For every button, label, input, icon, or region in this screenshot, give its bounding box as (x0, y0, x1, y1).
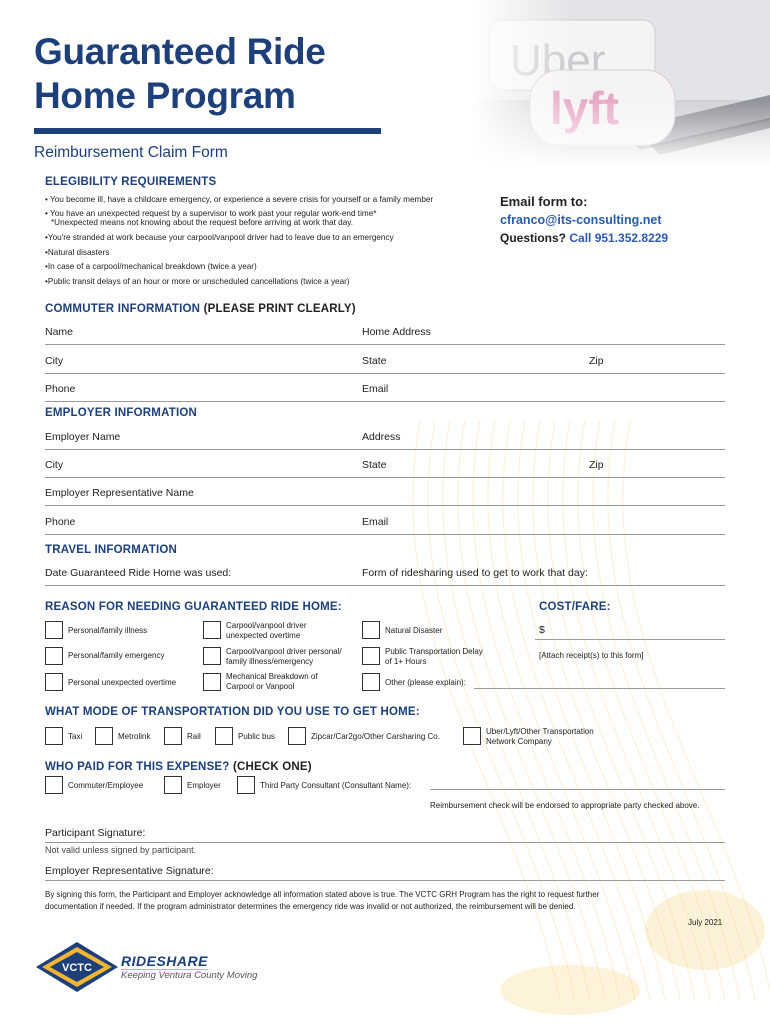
reason-overtime-label: Personal unexpected overtime (68, 678, 177, 687)
reason-breakdown-checkbox[interactable] (203, 673, 221, 691)
reason-illness-checkbox[interactable] (45, 621, 63, 639)
mode-zipcar-label: Zipcar/Car2go/Other Carsharing Co. (311, 732, 440, 741)
participant-signature-note: Not valid unless signed by participant. (45, 845, 197, 855)
name-address-line[interactable] (45, 344, 725, 345)
employer-city-field-label: City (45, 459, 64, 471)
employer-rep-line[interactable] (45, 505, 725, 506)
mode-tnc-checkbox[interactable] (463, 727, 481, 745)
employer-address-field-label: Address (362, 431, 401, 443)
employer-name-line[interactable] (45, 449, 725, 450)
reason-heading: REASON FOR NEEDING GUARANTEED RIDE HOME: (45, 601, 342, 613)
eligibility-item: •Public transit delays of an hour or more or unscheduled cancellations (twice a year) (45, 277, 350, 286)
mode-metrolink-label: Metrolink (118, 732, 151, 741)
phone-email-line[interactable] (45, 401, 725, 402)
employer-signature-label: Employer Representative Signature: (45, 865, 214, 877)
reason-other-label: Other (please explain): (385, 678, 466, 687)
date-used-field-label: Date Guaranteed Ride Home was used: (45, 567, 232, 579)
phone-link[interactable]: Call 951.352.8229 (569, 231, 669, 245)
questions-line (500, 231, 668, 245)
eligibility-item: • You have an unexpected request by a supervisor to work past your regular work-end time* (45, 209, 377, 218)
payer-commuter-label: Commuter/Employee (68, 781, 144, 790)
mode-tnc-label: Uber/Lyft/Other Transportation Network Company (486, 727, 594, 746)
name-field-label: Name (45, 326, 74, 338)
employer-signature-line[interactable] (45, 880, 725, 881)
mode-heading: WHAT MODE OF TRANSPORTATION DID YOU USE TO GET HOME: (45, 706, 420, 718)
reason-other-line[interactable] (474, 688, 725, 689)
employer-email-field-label: Email (362, 516, 389, 528)
eligibility-heading: ELEGIBILITY REQUIREMENTS (45, 176, 217, 188)
payer-employer-label: Employer (187, 781, 221, 790)
reason-emergency-checkbox[interactable] (45, 647, 63, 665)
employer-heading: EMPLOYER INFORMATION (45, 407, 198, 419)
reason-carpool-illness-checkbox[interactable] (203, 647, 221, 665)
email-field-label: Email (362, 383, 389, 395)
email-link[interactable]: cfranco@its-consulting.net (500, 213, 662, 227)
mode-bus-label: Public bus (238, 732, 275, 741)
rideshare-brand: RIDESHARE (121, 953, 208, 969)
reason-carpool-illness-label: Carpool/vanpool driver personal/ family illness/emergency (226, 647, 342, 666)
cost-dollar-sign: $ (539, 624, 545, 636)
employer-rep-field-label: Employer Representative Name (45, 487, 194, 499)
disclaimer-line-2: documentation if needed. If the program administrator determines the emergency ride was invalid or not authorized, the reimbursement will be denied. (45, 902, 576, 911)
payer-heading: WHO PAID FOR THIS EXPENSE? (CHECK ONE) (45, 761, 312, 773)
mode-rail-checkbox[interactable] (164, 727, 182, 745)
questions-label: Questions? (500, 231, 567, 245)
travel-line[interactable] (45, 585, 725, 586)
mode-bus-checkbox[interactable] (215, 727, 233, 745)
employer-name-field-label: Employer Name (45, 431, 121, 443)
employer-state-field-label: State (362, 459, 387, 471)
reason-transit-delay-checkbox[interactable] (362, 647, 380, 665)
commuter-heading: COMMUTER INFORMATION (PLEASE PRINT CLEARLY) (45, 303, 356, 315)
mode-zipcar-checkbox[interactable] (288, 727, 306, 745)
employer-city-line[interactable] (45, 477, 725, 478)
title-line-1: Guaranteed Ride (34, 31, 326, 72)
disclaimer-line-1: By signing this form, the Participant and Employer acknowledge all information stated above is true. The VCTC GRH Program has the right to request further (45, 890, 600, 899)
payer-commuter-checkbox[interactable] (45, 776, 63, 794)
home-address-field-label: Home Address (362, 326, 431, 338)
reason-emergency-label: Personal/family emergency (68, 651, 165, 660)
ridesharing-form-field-label: Form of ridesharing used to get to work that day: (362, 567, 588, 579)
reason-carpool-overtime-checkbox[interactable] (203, 621, 221, 639)
attach-receipts-note: [Attach receipt(s) to this form] (539, 651, 644, 660)
email-heading: Email form to: (500, 194, 588, 209)
eligibility-item: •You're stranded at work because your carpool/vanpool driver had to leave due to an emergency (45, 233, 394, 242)
title-underline (34, 128, 381, 134)
vctc-badge-text: VCTC (62, 962, 92, 974)
participant-signature-label: Participant Signature: (45, 827, 146, 839)
state-field-label: State (362, 355, 387, 367)
mode-metrolink-checkbox[interactable] (95, 727, 113, 745)
reason-disaster-checkbox[interactable] (362, 621, 380, 639)
form-subtitle: Reimbursement Claim Form (34, 144, 228, 161)
city-field-label: City (45, 355, 64, 367)
eligibility-item: •Natural disasters (45, 248, 110, 257)
employer-phone-field-label: Phone (45, 516, 76, 528)
payer-employer-checkbox[interactable] (164, 776, 182, 794)
mode-taxi-checkbox[interactable] (45, 727, 63, 745)
reason-carpool-overtime-label: Carpool/vanpool driver unexpected overtime (226, 621, 307, 640)
vctc-logo-icon (34, 940, 120, 994)
payer-consultant-checkbox[interactable] (237, 776, 255, 794)
mode-taxi-label: Taxi (68, 732, 83, 741)
reason-overtime-checkbox[interactable] (45, 673, 63, 691)
employer-phone-line[interactable] (45, 534, 725, 535)
reason-disaster-label: Natural Disaster (385, 626, 443, 635)
eligibility-item: • You become ill, have a childcare emergency, or experience a severe crisis for yourself or a family member (45, 195, 434, 204)
employer-zip-field-label: Zip (589, 459, 604, 471)
participant-signature-line[interactable] (45, 842, 725, 843)
title-line-2: Home Program (34, 75, 296, 116)
consultant-name-line[interactable] (430, 789, 725, 790)
reimbursement-note: Reimbursement check will be endorsed to appropriate party checked above. (430, 801, 700, 810)
phone-field-label: Phone (45, 383, 76, 395)
city-state-zip-line[interactable] (45, 373, 725, 374)
cost-heading: COST/FARE: (539, 601, 611, 613)
reason-transit-delay-label: Public Transportation Delay of 1+ Hours (385, 647, 483, 666)
zip-field-label: Zip (589, 355, 604, 367)
reason-illness-label: Personal/family illness (68, 626, 148, 635)
payer-consultant-label: Third Party Consultant (Consultant Name): (260, 781, 412, 790)
page-title (34, 31, 434, 116)
cost-fare-line[interactable] (535, 639, 725, 640)
reason-breakdown-label: Mechanical Breakdown of Carpool or Vanpool (226, 672, 318, 691)
reason-other-checkbox[interactable] (362, 673, 380, 691)
travel-heading: TRAVEL INFORMATION (45, 544, 178, 556)
rideshare-tagline: Keeping Ventura County Moving (121, 970, 258, 981)
eligibility-item: •In case of a carpool/mechanical breakdown (twice a year) (45, 262, 257, 271)
form-date: July 2021 (688, 918, 723, 927)
mode-rail-label: Rail (187, 732, 201, 741)
eligibility-footnote: *Unexpected means not knowing about the request before arriving at work that day. (51, 218, 354, 227)
rideshare-photo (470, 0, 770, 165)
